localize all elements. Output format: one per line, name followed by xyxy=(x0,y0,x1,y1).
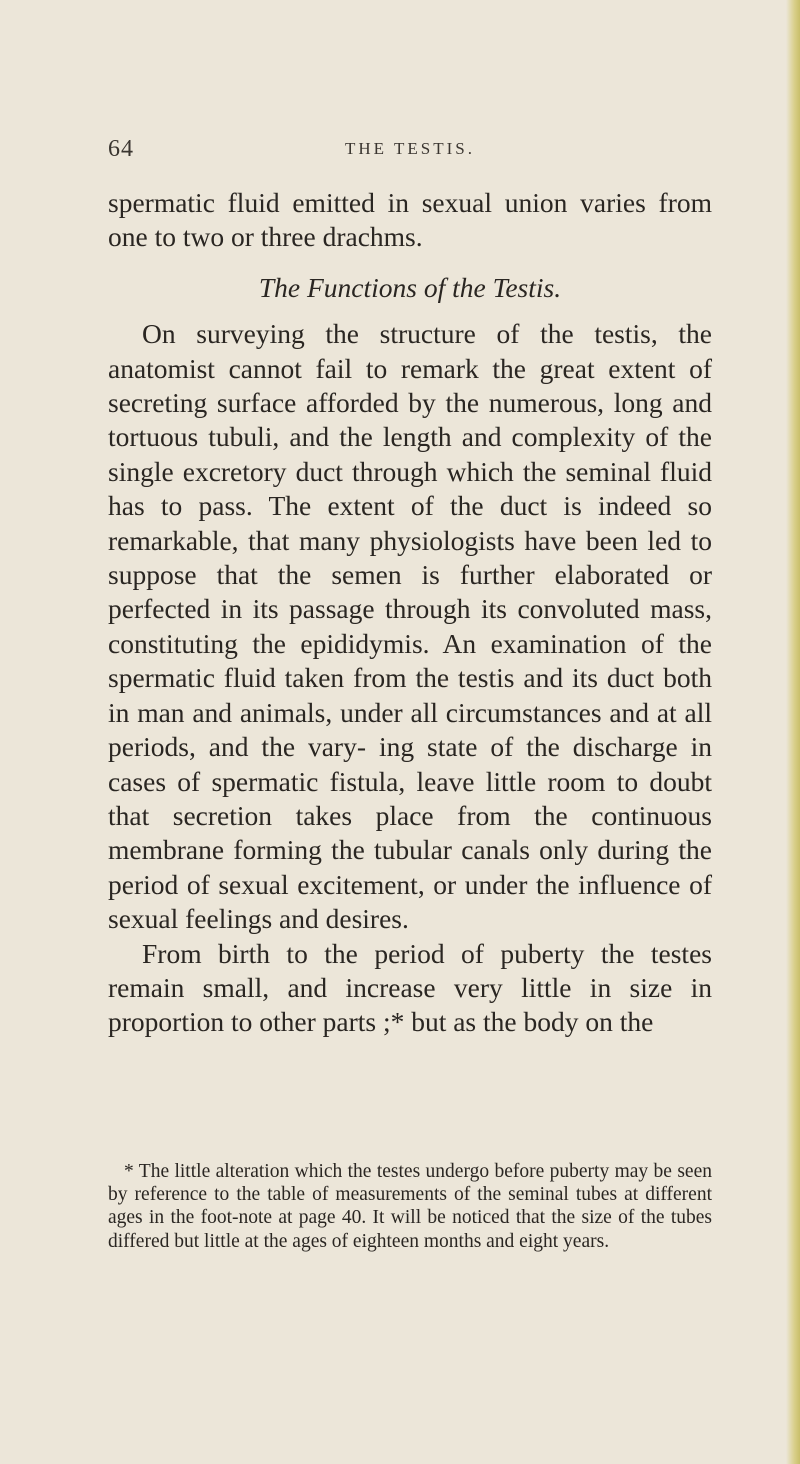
page-header xyxy=(108,136,712,166)
page-edge xyxy=(786,0,800,1464)
paragraph-continuation: spermatic fluid emitted in sexual union varies from one to two or three drachms. xyxy=(108,187,712,253)
footnote xyxy=(108,1160,712,1253)
running-head: THE TESTIS. xyxy=(345,139,475,158)
page-number: 64 xyxy=(108,136,134,162)
body-text xyxy=(108,186,712,1040)
footnote-text: * The little alteration which the testes undergo before puberty may be seen by reference to the table of measurements of the seminal tubes at different ages in the foot-note at page 40. It will be noticed that the size of the tubes differed but little at the ages of eighteen months and eight years. xyxy=(108,1161,712,1252)
paragraph-puberty: From birth to the period of puberty the testes remain small, and increase very little in size in proportion to other parts ;* but as the body on the xyxy=(108,937,712,1038)
section-title: The Functions of the Testis. xyxy=(258,271,562,303)
paragraph-functions: On surveying the structure of the testis, the anatomist cannot fail to remark the great extent of secreting surface afforded by the numerous, long and tortuous tubuli, and the length and complexity of the single excretory duct through which the seminal fluid has to pass. The extent of the duct is indeed so remarkable, that many physiologists have been led to suppose that the semen is further elaborated or perfected in its passage through its convoluted mass, constituting the epididymis. An examination of the spermatic fluid taken from the testis and its duct both in man and animals, under all circumstances and at all periods, and the vary- ing state of the discharge in cases of spermatic fistula, leave little room to doubt that secretion takes place from the continuous membrane forming the tubular canals only during the period of sexual excitement, or under the influence of sexual feelings and desires. xyxy=(108,318,712,935)
